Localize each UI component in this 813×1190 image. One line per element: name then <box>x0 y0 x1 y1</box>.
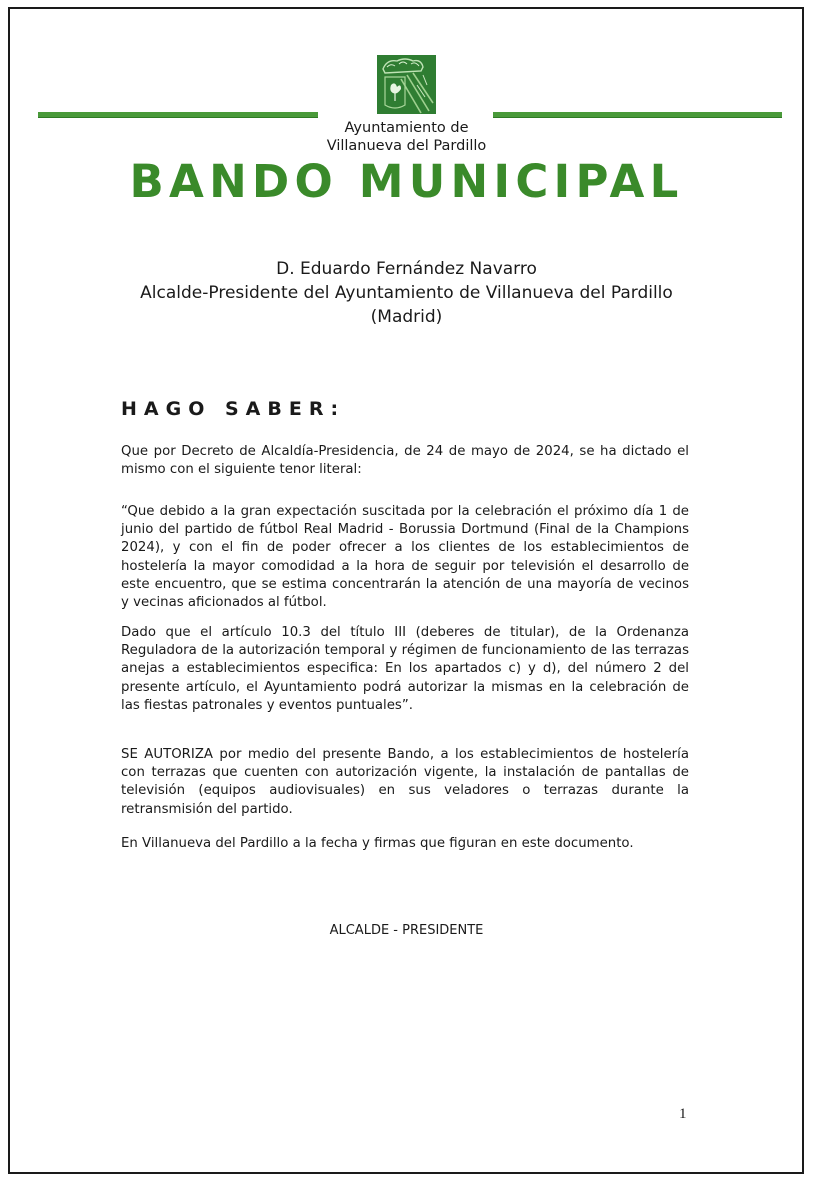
section-heading: HAGO SABER: <box>121 398 346 420</box>
paragraph-authorization: SE AUTORIZA por medio del presente Bando, a los establecimientos de hostelería con terrazas que cuenten con autorización vigente, la instalación de pantallas de televisión (equipos audiovisuales) en sus veladores o terrazas durante la retransmisión del partido. <box>121 747 689 817</box>
header-rule-left <box>38 112 318 117</box>
paragraph-ordinance: Dado que el artículo 10.3 del título III (deberes de titular), de la Ordenanza Reguladora de la autorización temporal y régimen de funcionamiento de las terrazas anejas a establecimientos especifica: En los apartados c) y d), del número 2 del presente artículo, el Ayuntamiento podrá autorizar la mismas en la celebración de las fiestas patronales y eventos puntuales”. <box>121 625 689 713</box>
organization-name-line1: Ayuntamiento de <box>344 120 469 136</box>
paragraph-closing: En Villanueva del Pardillo a la fecha y firmas que figuran en este documento. <box>121 836 634 851</box>
page-number: 1 <box>679 1106 687 1122</box>
organization-name-line2: Villanueva del Pardillo <box>326 138 487 154</box>
paragraph-expectation: “Que debido a la gran expectación suscitada por la celebración el próximo día 1 de junio del partido de fútbol Real Madrid - Borussia Dortmund (Final de la Champions 2024), y con el fin de poder ofrecer a los clientes de los establecimientos de hostelería la mayor comodidad a la hora de seguir por televisión el desarrollo de este encuentro, que se estima concentrarán la atención de una mayoría de vecinos y vecinas aficionados al fútbol. <box>121 504 689 611</box>
paragraph-decree: Que por Decreto de Alcaldía-Presidencia, de 24 de mayo de 2024, se ha dictado el mismo con el siguiente tenor literal: <box>121 444 689 478</box>
issuer-position: Alcalde-Presidente del Ayuntamiento de Villanueva del Pardillo <box>140 283 673 303</box>
coat-of-arms-graphic <box>377 55 436 114</box>
issuer-region: (Madrid) <box>370 307 443 327</box>
header-rule-right <box>493 112 782 117</box>
signature-label: ALCALDE - PRESIDENTE <box>329 923 484 938</box>
issuer-name: D. Eduardo Fernández Navarro <box>276 259 537 279</box>
document-title: BANDO MUNICIPAL <box>129 155 684 208</box>
municipal-coat-of-arms-icon <box>377 55 436 114</box>
